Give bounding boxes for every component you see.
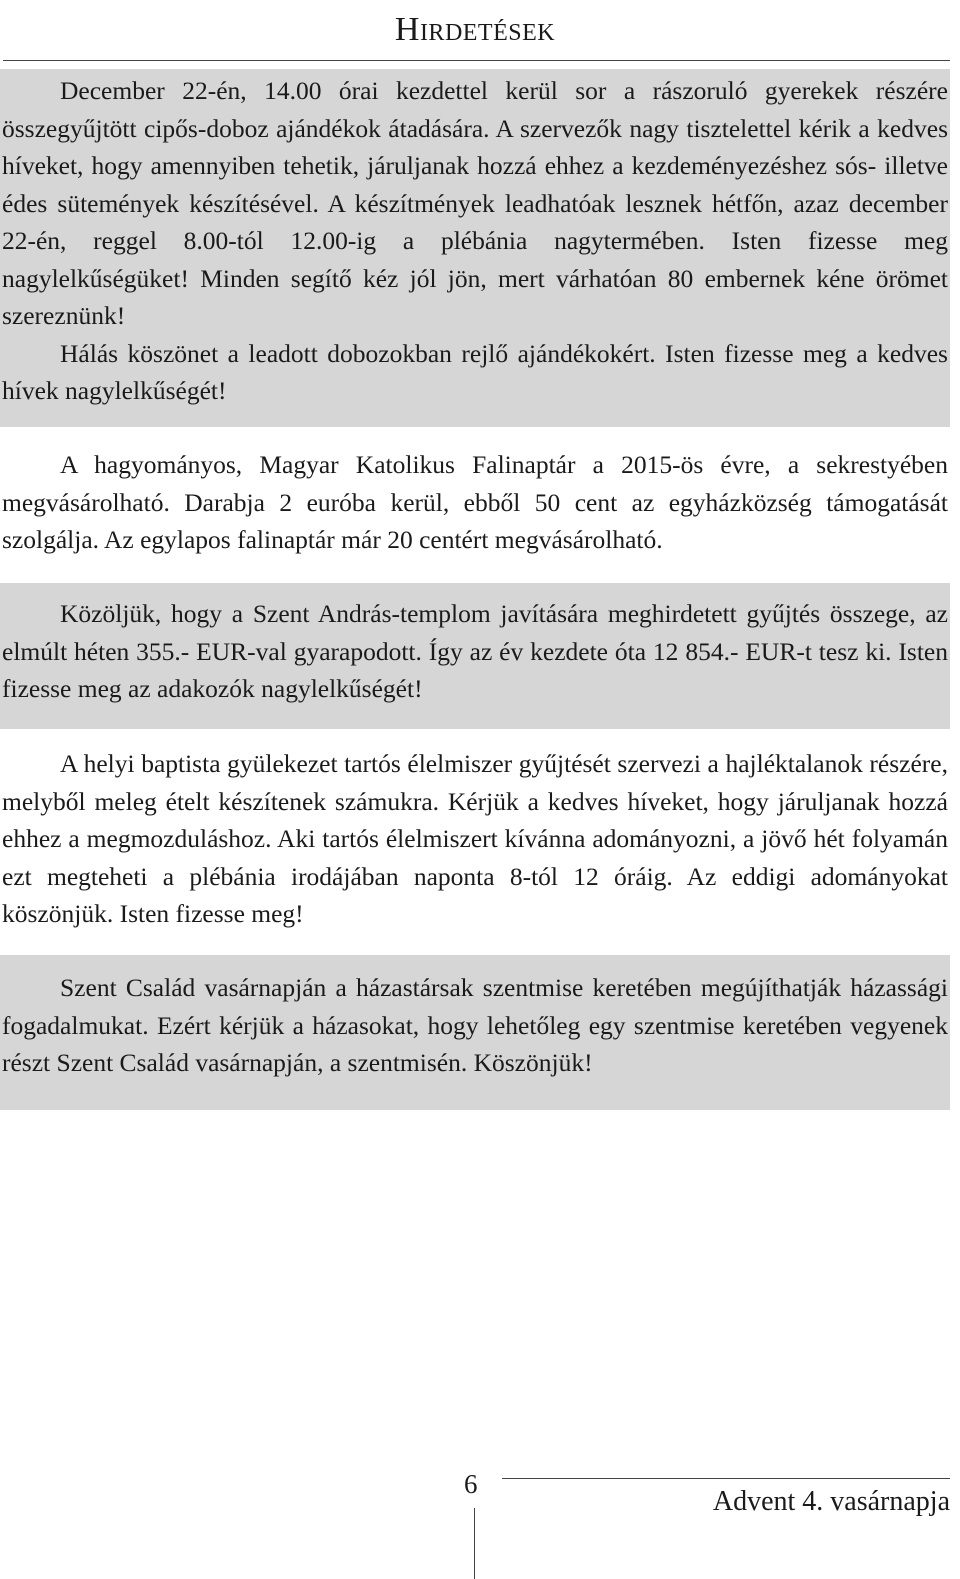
- footer-rule: [502, 1478, 950, 1479]
- announcement-calendar: [0, 446, 950, 562]
- announcement-gift-boxes: [0, 69, 950, 427]
- header-divider: [3, 60, 950, 61]
- page-number: 6: [464, 1469, 478, 1499]
- announcement-calendar-text: A hagyományos, Magyar Katolikus Falinaptár a 2015-ös évre, a sekrestyében megvásárolható. Darabja 2 euróba kerül, ebből 50 cent az egyházközség támogatását szolgálja. Az egylapos falinaptár már 20 centért megvásárolható.: [2, 450, 948, 554]
- announcement-food-drive: [0, 745, 950, 935]
- announcement-collection: [0, 583, 950, 729]
- announcement-holy-family: [0, 955, 950, 1110]
- footer-issue-title: Advent 4. vasárnapja: [712, 1486, 950, 1517]
- footer-vertical-rule: [474, 1508, 475, 1579]
- announcement-collection-text: Közöljük, hogy a Szent András-templom javítására meghirdetett gyűjtés összege, az elmúlt héten 355.- EUR-val gyarapodott. Így az év kezdete óta 12 854.- EUR-t tesz ki. Isten fizesse meg az adakozók nagylelkűségét!: [2, 599, 948, 703]
- announcement-holy-family-text: Szent Család vasárnapján a házastársak szentmise keretében megújíthatják házassági fogadalmukat. Ezért kérjük a házasokat, hogy lehetőleg egy szentmise keretében vegyenek részt Szent Család vasárnapján, a szentmisén. Köszönjük!: [2, 973, 948, 1077]
- announcement-gift-boxes-thanks: Hálás köszönet a leadott dobozokban rejlő ajándékokért. Isten fizesse meg a kedves hívek nagylelkűségét!: [2, 338, 948, 405]
- announcement-food-drive-text: A helyi baptista gyülekezet tartós élelmiszer gyűjtését szervezi a hajléktalanok részére, melyből meleg ételt készítenek számukra. Kérjük a kedves híveket, hogy járuljanak hozzá ehhez a megmozduláshoz. Aki tartós élelmiszert kívánna adományozni, a jövő hét folyamán ezt megteheti a plébánia irodájában naponta 8-tól 12 óráig. Az eddigi adományokat köszönjük. Isten fizesse meg!: [2, 749, 948, 928]
- announcement-gift-boxes-text: December 22-én, 14.00 órai kezdettel kerül sor a rászoruló gyerekek részére összegyűjtött cipős-doboz ajándékok átadására. A szervezők nagy tisztelettel kérik a kedves híveket, hogy amennyiben tehetik, járuljanak hozzá ehhez a kezdeményezéshez sós- illetve édes sütemények készítésével. A készítmények leadhatóak lesznek hétfőn, azaz december 22-én, reggel 8.00-tól 12.00-ig a plébánia nagytermében. Isten fizesse meg nagylelkűségüket! Minden segítő kéz jól jön, mert várhatóan 80 embernek kéne örömet szereznünk!: [2, 76, 948, 330]
- page-title: Hirdetések: [394, 11, 556, 48]
